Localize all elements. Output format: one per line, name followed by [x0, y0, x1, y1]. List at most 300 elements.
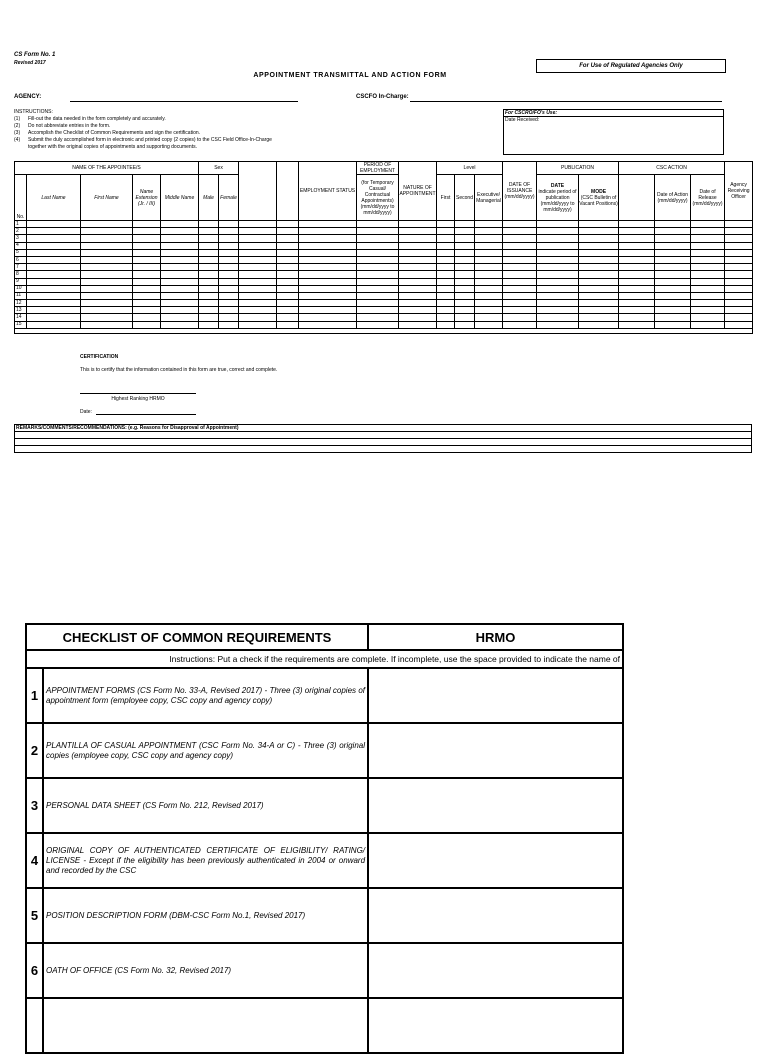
table-cell[interactable]: [277, 307, 299, 314]
table-cell[interactable]: [725, 235, 753, 242]
table-cell[interactable]: [725, 228, 753, 235]
table-cell[interactable]: [437, 264, 455, 271]
table-cell[interactable]: [503, 292, 537, 299]
table-cell[interactable]: [357, 300, 399, 307]
table-cell[interactable]: [475, 300, 503, 307]
table-cell[interactable]: [691, 221, 725, 228]
table-cell[interactable]: [399, 271, 437, 278]
table-cell[interactable]: [161, 285, 199, 292]
table-cell[interactable]: [133, 221, 161, 228]
table-cell[interactable]: [725, 307, 753, 314]
table-cell[interactable]: [219, 242, 239, 249]
table-cell[interactable]: [161, 221, 199, 228]
table-cell[interactable]: [27, 228, 81, 235]
table-cell[interactable]: [81, 307, 133, 314]
table-cell[interactable]: [299, 221, 357, 228]
table-cell[interactable]: [27, 271, 81, 278]
table-cell[interactable]: [537, 235, 579, 242]
table-cell[interactable]: [475, 292, 503, 299]
table-cell[interactable]: [161, 314, 199, 321]
table-cell[interactable]: [239, 264, 277, 271]
table-cell[interactable]: [239, 278, 277, 285]
table-cell[interactable]: [579, 292, 619, 299]
table-cell[interactable]: [619, 292, 655, 299]
table-cell[interactable]: [475, 228, 503, 235]
table-cell[interactable]: [579, 235, 619, 242]
table-cell[interactable]: [537, 314, 579, 321]
table-cell[interactable]: [133, 256, 161, 263]
table-cell[interactable]: [655, 228, 691, 235]
table-cell[interactable]: [691, 307, 725, 314]
table-cell[interactable]: [455, 300, 475, 307]
table-cell[interactable]: [199, 264, 219, 271]
table-cell[interactable]: [277, 300, 299, 307]
table-cell[interactable]: [691, 300, 725, 307]
table-cell[interactable]: [655, 314, 691, 321]
table-cell[interactable]: [579, 242, 619, 249]
table-cell[interactable]: [219, 264, 239, 271]
table-cell[interactable]: [27, 300, 81, 307]
table-cell[interactable]: [161, 242, 199, 249]
table-cell[interactable]: [299, 292, 357, 299]
table-cell[interactable]: [503, 307, 537, 314]
table-cell[interactable]: [219, 228, 239, 235]
table-cell[interactable]: [455, 292, 475, 299]
cscfo-field[interactable]: [410, 101, 722, 102]
table-cell[interactable]: [199, 278, 219, 285]
table-cell[interactable]: [239, 321, 277, 328]
table-cell[interactable]: [437, 314, 455, 321]
table-cell[interactable]: [655, 235, 691, 242]
table-cell[interactable]: [161, 228, 199, 235]
table-cell[interactable]: [437, 256, 455, 263]
table-cell[interactable]: [475, 256, 503, 263]
table-cell[interactable]: [239, 314, 277, 321]
table-cell[interactable]: [399, 249, 437, 256]
table-cell[interactable]: [537, 228, 579, 235]
table-cell[interactable]: [357, 249, 399, 256]
table-cell[interactable]: [503, 228, 537, 235]
table-cell[interactable]: [239, 235, 277, 242]
table-cell[interactable]: [503, 242, 537, 249]
table-cell[interactable]: [437, 271, 455, 278]
table-cell[interactable]: [725, 271, 753, 278]
table-cell[interactable]: [299, 256, 357, 263]
table-cell[interactable]: [725, 256, 753, 263]
table-cell[interactable]: [219, 221, 239, 228]
table-cell[interactable]: [199, 271, 219, 278]
agency-field[interactable]: [70, 101, 298, 102]
table-cell[interactable]: [239, 242, 277, 249]
table-cell[interactable]: [399, 264, 437, 271]
table-cell[interactable]: [503, 285, 537, 292]
table-cell[interactable]: [579, 300, 619, 307]
table-cell[interactable]: [619, 307, 655, 314]
table-cell[interactable]: [437, 235, 455, 242]
table-cell[interactable]: [199, 292, 219, 299]
table-cell[interactable]: [161, 264, 199, 271]
table-cell[interactable]: [277, 249, 299, 256]
table-cell[interactable]: [277, 292, 299, 299]
table-cell[interactable]: [579, 307, 619, 314]
table-cell[interactable]: [455, 271, 475, 278]
table-cell[interactable]: [277, 221, 299, 228]
table-cell[interactable]: [81, 278, 133, 285]
table-cell[interactable]: [725, 264, 753, 271]
table-cell[interactable]: [277, 256, 299, 263]
table-cell[interactable]: [399, 285, 437, 292]
table-cell[interactable]: [537, 221, 579, 228]
table-cell[interactable]: [619, 256, 655, 263]
table-cell[interactable]: [199, 228, 219, 235]
table-cell[interactable]: [133, 321, 161, 328]
table-cell[interactable]: [579, 228, 619, 235]
table-cell[interactable]: [655, 321, 691, 328]
table-cell[interactable]: [725, 300, 753, 307]
table-cell[interactable]: [619, 235, 655, 242]
table-cell[interactable]: [133, 307, 161, 314]
table-cell[interactable]: [81, 292, 133, 299]
table-cell[interactable]: [537, 285, 579, 292]
table-cell[interactable]: [299, 235, 357, 242]
table-cell[interactable]: [81, 300, 133, 307]
table-cell[interactable]: [537, 264, 579, 271]
table-cell[interactable]: [81, 314, 133, 321]
table-cell[interactable]: [503, 300, 537, 307]
table-cell[interactable]: [277, 278, 299, 285]
table-cell[interactable]: [475, 285, 503, 292]
table-cell[interactable]: [503, 314, 537, 321]
date-field[interactable]: [96, 414, 196, 415]
table-cell[interactable]: [725, 242, 753, 249]
table-cell[interactable]: [357, 235, 399, 242]
table-cell[interactable]: [81, 228, 133, 235]
table-cell[interactable]: [437, 300, 455, 307]
table-cell[interactable]: [503, 235, 537, 242]
table-cell[interactable]: [299, 321, 357, 328]
table-cell[interactable]: [725, 278, 753, 285]
table-cell[interactable]: [27, 285, 81, 292]
table-cell[interactable]: [199, 285, 219, 292]
table-cell[interactable]: [503, 249, 537, 256]
table-cell[interactable]: [475, 278, 503, 285]
table-cell[interactable]: [199, 242, 219, 249]
table-cell[interactable]: [455, 249, 475, 256]
table-cell[interactable]: [503, 278, 537, 285]
table-cell[interactable]: [619, 285, 655, 292]
table-cell[interactable]: [399, 278, 437, 285]
table-cell[interactable]: [239, 228, 277, 235]
table-cell[interactable]: [133, 235, 161, 242]
table-cell[interactable]: [655, 292, 691, 299]
table-cell[interactable]: [27, 221, 81, 228]
table-cell[interactable]: [299, 314, 357, 321]
table-cell[interactable]: [219, 235, 239, 242]
table-cell[interactable]: [455, 228, 475, 235]
table-cell[interactable]: [133, 228, 161, 235]
table-cell[interactable]: [239, 292, 277, 299]
table-cell[interactable]: [133, 264, 161, 271]
table-cell[interactable]: [537, 256, 579, 263]
table-cell[interactable]: [81, 271, 133, 278]
table-cell[interactable]: [133, 314, 161, 321]
table-cell[interactable]: [619, 242, 655, 249]
table-cell[interactable]: [161, 321, 199, 328]
table-cell[interactable]: [133, 278, 161, 285]
table-cell[interactable]: [133, 242, 161, 249]
table-cell[interactable]: [503, 256, 537, 263]
table-cell[interactable]: [475, 307, 503, 314]
table-cell[interactable]: [691, 321, 725, 328]
table-cell[interactable]: [133, 285, 161, 292]
table-cell[interactable]: [437, 285, 455, 292]
table-cell[interactable]: [475, 249, 503, 256]
table-cell[interactable]: [27, 256, 81, 263]
table-cell[interactable]: [619, 264, 655, 271]
table-cell[interactable]: [691, 228, 725, 235]
table-cell[interactable]: [437, 307, 455, 314]
table-cell[interactable]: [399, 235, 437, 242]
table-cell[interactable]: [503, 271, 537, 278]
table-cell[interactable]: [579, 285, 619, 292]
table-cell[interactable]: [277, 264, 299, 271]
table-cell[interactable]: [455, 278, 475, 285]
table-cell[interactable]: [219, 307, 239, 314]
table-cell[interactable]: [357, 228, 399, 235]
table-cell[interactable]: [219, 314, 239, 321]
table-cell[interactable]: [357, 321, 399, 328]
table-cell[interactable]: [239, 256, 277, 263]
table-cell[interactable]: [199, 314, 219, 321]
table-cell[interactable]: [299, 249, 357, 256]
table-cell[interactable]: [27, 235, 81, 242]
table-cell[interactable]: [691, 314, 725, 321]
table-cell[interactable]: [579, 278, 619, 285]
table-cell[interactable]: [619, 321, 655, 328]
hrmo-check-cell[interactable]: [368, 943, 623, 998]
table-cell[interactable]: [579, 256, 619, 263]
table-cell[interactable]: [81, 256, 133, 263]
table-cell[interactable]: [619, 228, 655, 235]
table-cell[interactable]: [655, 249, 691, 256]
table-cell[interactable]: [579, 321, 619, 328]
table-cell[interactable]: [537, 249, 579, 256]
table-cell[interactable]: [161, 271, 199, 278]
table-cell[interactable]: [537, 307, 579, 314]
table-cell[interactable]: [357, 271, 399, 278]
table-cell[interactable]: [27, 307, 81, 314]
table-cell[interactable]: [725, 321, 753, 328]
table-cell[interactable]: [357, 278, 399, 285]
table-cell[interactable]: [437, 321, 455, 328]
table-cell[interactable]: [399, 292, 437, 299]
hrmo-check-cell[interactable]: [368, 998, 623, 1053]
table-cell[interactable]: [357, 242, 399, 249]
table-cell[interactable]: [399, 228, 437, 235]
table-cell[interactable]: [357, 256, 399, 263]
table-cell[interactable]: [579, 264, 619, 271]
table-cell[interactable]: [161, 292, 199, 299]
table-cell[interactable]: [239, 249, 277, 256]
table-cell[interactable]: [27, 278, 81, 285]
table-cell[interactable]: [655, 271, 691, 278]
table-cell[interactable]: [277, 228, 299, 235]
table-cell[interactable]: [455, 264, 475, 271]
table-cell[interactable]: [199, 235, 219, 242]
table-cell[interactable]: [437, 228, 455, 235]
table-cell[interactable]: [399, 321, 437, 328]
table-cell[interactable]: [619, 300, 655, 307]
table-cell[interactable]: [161, 235, 199, 242]
table-cell[interactable]: [219, 278, 239, 285]
table-cell[interactable]: [475, 264, 503, 271]
table-cell[interactable]: [475, 242, 503, 249]
signature-line[interactable]: [80, 393, 196, 394]
table-cell[interactable]: [133, 271, 161, 278]
hrmo-check-cell[interactable]: [368, 833, 623, 888]
table-cell[interactable]: [299, 285, 357, 292]
table-cell[interactable]: [655, 221, 691, 228]
table-cell[interactable]: [357, 292, 399, 299]
table-cell[interactable]: [399, 242, 437, 249]
table-cell[interactable]: [27, 264, 81, 271]
table-cell[interactable]: [81, 242, 133, 249]
hrmo-check-cell[interactable]: [368, 778, 623, 833]
table-cell[interactable]: [475, 271, 503, 278]
table-cell[interactable]: [357, 264, 399, 271]
table-cell[interactable]: [475, 221, 503, 228]
table-cell[interactable]: [81, 264, 133, 271]
table-cell[interactable]: [655, 278, 691, 285]
table-cell[interactable]: [81, 221, 133, 228]
table-cell[interactable]: [655, 264, 691, 271]
table-cell[interactable]: [399, 256, 437, 263]
table-cell[interactable]: [277, 321, 299, 328]
table-cell[interactable]: [437, 292, 455, 299]
table-cell[interactable]: [161, 307, 199, 314]
table-cell[interactable]: [475, 235, 503, 242]
table-cell[interactable]: [691, 256, 725, 263]
table-cell[interactable]: [537, 300, 579, 307]
table-cell[interactable]: [239, 307, 277, 314]
table-cell[interactable]: [725, 285, 753, 292]
table-cell[interactable]: [357, 285, 399, 292]
table-cell[interactable]: [299, 271, 357, 278]
table-cell[interactable]: [239, 285, 277, 292]
table-cell[interactable]: [691, 249, 725, 256]
table-cell[interactable]: [619, 221, 655, 228]
table-cell[interactable]: [81, 249, 133, 256]
table-cell[interactable]: [27, 292, 81, 299]
table-cell[interactable]: [619, 278, 655, 285]
table-cell[interactable]: [691, 264, 725, 271]
table-cell[interactable]: [725, 314, 753, 321]
table-cell[interactable]: [579, 314, 619, 321]
table-cell[interactable]: [133, 292, 161, 299]
hrmo-check-cell[interactable]: [368, 668, 623, 723]
table-cell[interactable]: [691, 292, 725, 299]
table-cell[interactable]: [655, 242, 691, 249]
table-cell[interactable]: [537, 321, 579, 328]
table-cell[interactable]: [399, 314, 437, 321]
table-cell[interactable]: [399, 307, 437, 314]
table-cell[interactable]: [475, 321, 503, 328]
table-cell[interactable]: [655, 307, 691, 314]
table-cell[interactable]: [579, 271, 619, 278]
table-cell[interactable]: [455, 242, 475, 249]
table-cell[interactable]: [161, 278, 199, 285]
table-cell[interactable]: [277, 271, 299, 278]
table-cell[interactable]: [455, 321, 475, 328]
hrmo-check-cell[interactable]: [368, 888, 623, 943]
table-cell[interactable]: [725, 292, 753, 299]
table-cell[interactable]: [503, 321, 537, 328]
table-cell[interactable]: [239, 221, 277, 228]
remarks-line[interactable]: [15, 439, 752, 446]
table-cell[interactable]: [357, 307, 399, 314]
table-cell[interactable]: [81, 321, 133, 328]
table-cell[interactable]: [199, 300, 219, 307]
table-cell[interactable]: [133, 249, 161, 256]
table-cell[interactable]: [399, 221, 437, 228]
table-cell[interactable]: [357, 221, 399, 228]
table-cell[interactable]: [239, 271, 277, 278]
table-cell[interactable]: [277, 242, 299, 249]
table-cell[interactable]: [199, 221, 219, 228]
table-cell[interactable]: [537, 242, 579, 249]
table-cell[interactable]: [437, 221, 455, 228]
table-cell[interactable]: [199, 321, 219, 328]
table-cell[interactable]: [725, 221, 753, 228]
table-cell[interactable]: [27, 249, 81, 256]
table-cell[interactable]: [455, 314, 475, 321]
table-cell[interactable]: [725, 249, 753, 256]
table-cell[interactable]: [437, 278, 455, 285]
table-cell[interactable]: [655, 256, 691, 263]
table-cell[interactable]: [219, 285, 239, 292]
table-cell[interactable]: [239, 300, 277, 307]
table-cell[interactable]: [199, 256, 219, 263]
table-cell[interactable]: [133, 300, 161, 307]
table-cell[interactable]: [277, 235, 299, 242]
table-cell[interactable]: [455, 285, 475, 292]
table-cell[interactable]: [437, 249, 455, 256]
table-cell[interactable]: [81, 285, 133, 292]
table-cell[interactable]: [503, 221, 537, 228]
table-cell[interactable]: [277, 285, 299, 292]
table-cell[interactable]: [537, 271, 579, 278]
table-cell[interactable]: [691, 278, 725, 285]
table-cell[interactable]: [475, 314, 503, 321]
table-cell[interactable]: [619, 249, 655, 256]
table-cell[interactable]: [455, 256, 475, 263]
table-cell[interactable]: [199, 249, 219, 256]
table-cell[interactable]: [219, 256, 239, 263]
table-cell[interactable]: [619, 314, 655, 321]
table-cell[interactable]: [455, 221, 475, 228]
table-cell[interactable]: [219, 292, 239, 299]
table-cell[interactable]: [691, 285, 725, 292]
table-cell[interactable]: [161, 256, 199, 263]
table-cell[interactable]: [691, 271, 725, 278]
table-cell[interactable]: [299, 228, 357, 235]
table-cell[interactable]: [399, 300, 437, 307]
table-cell[interactable]: [299, 278, 357, 285]
table-cell[interactable]: [277, 314, 299, 321]
table-cell[interactable]: [219, 321, 239, 328]
table-cell[interactable]: [357, 314, 399, 321]
table-cell[interactable]: [455, 235, 475, 242]
